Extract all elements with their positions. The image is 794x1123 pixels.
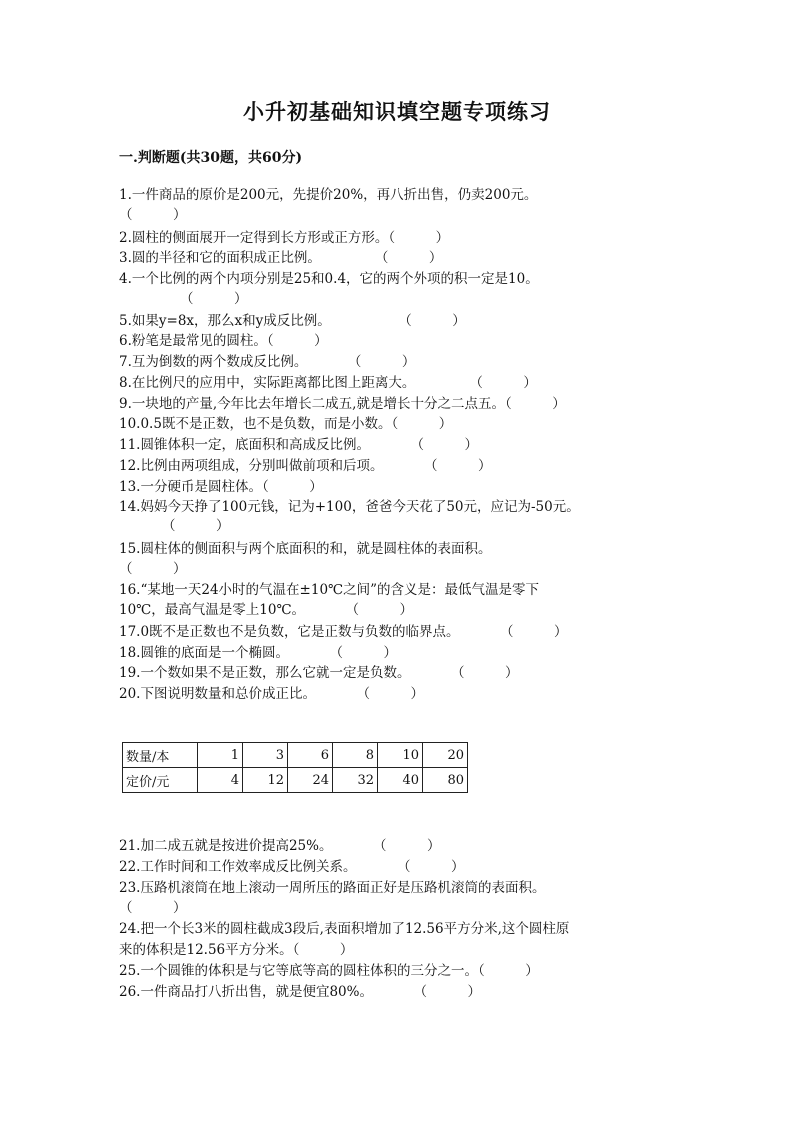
table-cell: 3 (243, 743, 288, 768)
question-26: 26.一件商品打八折出售，就是便宜80%。 （ ） (119, 984, 481, 1000)
question-19: 19.一个数如果不是正数，那么它就一定是负数。 （ ） (119, 665, 519, 681)
table-cell: 定价/元 (123, 768, 198, 793)
question-11: 11.圆锥体积一定，底面积和高成反比例。 （ ） (119, 437, 478, 453)
table-cell: 20 (423, 743, 468, 768)
question-18: 18.圆锥的底面是一个椭圆。 （ ） (119, 645, 397, 661)
table-cell: 12 (243, 768, 288, 793)
question-23: 23.压路机滚筒在地上滚动一周所压的路面正好是压路机滚筒的表面积。 (119, 880, 546, 896)
table-row (123, 743, 468, 768)
question-15: 15.圆柱体的侧面积与两个底面积的和，就是圆柱体的表面积。 (119, 541, 492, 557)
table-cell: 6 (288, 743, 333, 768)
quantity-price-table (122, 742, 468, 793)
answer-paren: （ ） (119, 561, 187, 577)
question-13: 13.一分硬币是圆柱体。（ ） (119, 479, 323, 495)
question-16: 16.“某地一天24小时的气温在±10℃之间”的含义是：最低气温是零下 (119, 582, 540, 598)
question-17: 17.0既不是正数也不是负数，它是正数与负数的临界点。 （ ） (119, 624, 568, 640)
page-title: 小升初基础知识填空题专项练习 (243, 99, 551, 124)
table-cell: 数量/本 (123, 743, 198, 768)
table-cell: 40 (378, 768, 423, 793)
answer-paren: （ ） (180, 291, 248, 307)
question-21: 21.加二成五就是按进价提高25%。 （ ） (119, 838, 441, 854)
table-row (123, 768, 468, 793)
table-cell: 32 (333, 768, 378, 793)
question-25: 25.一个圆锥的体积是与它等底等高的圆柱体积的三分之一。（ ） (119, 963, 539, 979)
answer-paren: （ ） (119, 207, 187, 223)
question-8: 8.在比例尺的应用中，实际距离都比图上距离大。 （ ） (119, 375, 537, 391)
table-cell: 4 (198, 768, 243, 793)
question-6: 6.粉笔是最常见的圆柱。（ ） (119, 333, 328, 349)
question-20: 20.下图说明数量和总价成正比。 （ ） (119, 686, 424, 702)
table-cell: 80 (423, 768, 468, 793)
question-3: 3.圆的半径和它的面积成正比例。 （ ） (119, 250, 443, 266)
table-cell: 1 (198, 743, 243, 768)
question-7: 7.互为倒数的两个数成反比例。 （ ） (119, 354, 416, 370)
question-14: 14.妈妈今天挣了100元钱，记为+100，爸爸今天花了50元，应记为-50元。 (119, 499, 580, 515)
question-2: 2.圆柱的侧面展开一定得到长方形或正方形。（ ） (119, 230, 450, 246)
question-16-cont: 10℃，最高气温是零上10℃。 （ ） (119, 602, 414, 618)
question-24-cont: 来的体积是12.56平方分米。（ ） (119, 942, 354, 958)
question-1: 1.一件商品的原价是200元，先提价20%，再八折出售，仍卖200元。 (119, 187, 538, 203)
question-10: 10.0.5既不是正数，也不是负数，而是小数。（ ） (119, 416, 453, 432)
answer-paren: （ ） (162, 518, 230, 534)
table-cell: 10 (378, 743, 423, 768)
answer-paren: （ ） (119, 900, 187, 916)
question-4: 4.一个比例的两个内项分别是25和0.4，它的两个外项的积一定是10。 (119, 271, 539, 287)
table-cell: 24 (288, 768, 333, 793)
section-heading: 一.判断题(共30题，共60分) (119, 150, 303, 166)
table-cell: 8 (333, 743, 378, 768)
question-5: 5.如果y=8x，那么x和y成反比例。 （ ） (119, 313, 466, 329)
question-24: 24.把一个长3米的圆柱截成3段后,表面积增加了12.56平方分米,这个圆柱原 (119, 921, 570, 937)
question-9: 9.一块地的产量,今年比去年增长二成五,就是增长十分之二点五。（ ） (119, 396, 566, 412)
question-22: 22.工作时间和工作效率成反比例关系。 （ ） (119, 859, 465, 875)
question-12: 12.比例由两项组成，分别叫做前项和后项。 （ ） (119, 458, 492, 474)
